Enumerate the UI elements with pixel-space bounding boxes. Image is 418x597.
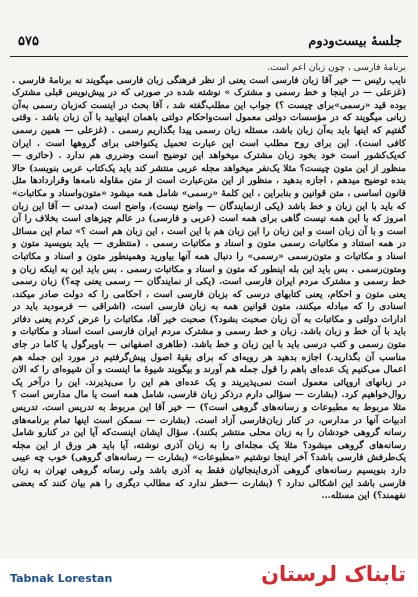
- footer-brand-latin: Tabnak Lorestan: [10, 572, 113, 585]
- paragraph-intro: برنامهٔ فارسی ، چون زبان اعم است.: [267, 63, 406, 73]
- running-head: جلسهٔ بیست‌ودوم: [308, 34, 402, 49]
- body-text: [12, 62, 406, 562]
- page-header: [10, 30, 408, 57]
- watermark-footer: [0, 559, 418, 597]
- page-number: ۵۷۵: [18, 34, 39, 49]
- paragraph-main: نایب رئیس — خیر آقا زبان فارسی است یعنی از نظر فرهنگی زبان فارسی میگویند نه برنامهٔ فارسی . (غزعلی — در اینجا و خط رسمی و مشترک » نوشته شده در صورتی که در پیش‌نویس قبلی مشترک بوده قید «رسمی»برای چیست ؟) جواب این مطلب‌گفته شد ، آقا بحث در اینست که‌زبان رسمی به‌آن زبانی میگویند که در مؤسسات دولتی معمول است‌واحکام دولتی با‌همان اینهایید با آن زبان باشد . وقتی گفتیم که اینها باید به‌آن زبان باشد، مسئله زبان رسمی پیدا بگذاریم رسمی . (غزعلی — همین رسمی کافی است). این برای روح مطلب است این عبارت تحمیل یکنواختی برای گروهها است . ایران که‌یک‌کشور است خود بخود زبان مشترک میخواهد این توضیح است وضرری هم ندارد . (حائری — منظور از این متون چیست؟ مثلا یک‌نفر میخواهد مجله عربی منتشر کند باید یک‌کتاب عربی بنویسد) حالا بنده توضیح میدهم ، اجازه بدهید ، منظور از این متن‌عبارت است از متن مقاوله نامه‌ها وقراردادها مثل قانون اساسی ، متن قوانین و بنابراین ، این کلمهٔ «رسمی» شامل همه میشود «متون‌واسناد و مکاتبات» که باید با این زبان و خط باشد (یکی ازنمایندگان — واضح نیست)، واضح است (مدنی — آقا این زبان امروز که با این همه نیست گاهی برای همه است (عربی و فارسی) در عالم چیزهای است بخلاف را آن است و با آن زبان است و این زبان را این زبان هم با این است ، این زبان هم است ؟» تمام این مسائل در همه استناد و مکاتبات رسمی متون و اسناد و مکاتبات رسمی . (منتظری — باید بنویسید متون و اسناد و مکاتبات و متون‌رسمی «رسمی» را دنبال همه آنها بیاورید وهمینطور متون و اسناد و مکاتبات ومتون‌رسمی . بس باید این بله اینطور که متون و اسناد و مکاتبات رسمی . بس باید این به اینکه زبان و خط رسمی و مشترک مردم ایران فارسی است. (یکی از نمایندگان — رسمی یعنی چه؟) زبان رسمی یعنی متون و احکام، یعنی کتابهای درسی که بزبان فارسی است ، احکامی را که دولت صادر میکند، اسنادی را که مبادله میکنند، متون قوانین همه به زبان فارسی است. (اشراقی — فرمودید باید در ادارات دولتی و مکاتبات به آن زبان صحبت بشود؟) صحبت خیر آقا، مکاتبات را عرض کردم یعنی دفاتر باید با آن خط و زبان باشد. زبان و خط رسمی و مشترک مردم ایران فارسی است اسناد و مکاتبات و متون رسمی و کتب درسی باید با این زبان و خط باشد. (طاهری اصفهانی — باویرگول یا کاما در جای مناسب آن بگذارید.) اجازه بدهید هر رویه‌ای که برای بقیهٔ اصول پیش‌گرفتیم در مورد این جمله هم اعمال می‌کنیم یک عده‌ای باهم را قول جمله هم آورند و بیگویند شیوهٔ ما اینست و آن شیوه‌ای را که الان در زبانهای اروپائی معمول است نمی‌پذیریند و یک عده‌ای هم این را می‌پذیرند. این را درآخر یک روال‌خواهیم کرد. (بشارت — سؤالی دارم درذکر زبان فارسی، شامل همه است یا مال مدارس است ؟ مثلا مربوط به مطبوعات و رسانه‌های گروهی است؟) — خیر آقا این مربوط به تدریس است. تدریس ادبیات آنها در مدارس، در کنار زبان‌فارسی آزاد است. (بشارت — سمکن است اینها تمام برنامه‌های رسانه گروهی خودشان را به زبان محلی منتشر بکنند). سؤال ایشان اینست‌که آیا این در کنارو شامل رسانه‌های گروهی میشود؟ مثلا یک مجله‌ای را به زبان آذری نوشته، آیا باید هر ورق از این مجله یک‌طرفش فارسی باشد؟ آخر اینجا نوشتیم «مطبوعات» (بشارت — رسانه‌های گروهی) خوب چه عیبی دارد بنویسیم رسانه‌های گروهی آذری‌اینجا‌ئیان فقط به آذری باشد ولی رسانه گروهی تهران به زبان فارسی باشد این اشکالی ندارد ؟ (بشارت —خطر ندارد که مطالب دیگری را هم بیان کنند که بعضی نفهمند؟) این مسئله...: [12, 74, 406, 502]
- footer-logo: تابناک لرستان: [261, 562, 406, 586]
